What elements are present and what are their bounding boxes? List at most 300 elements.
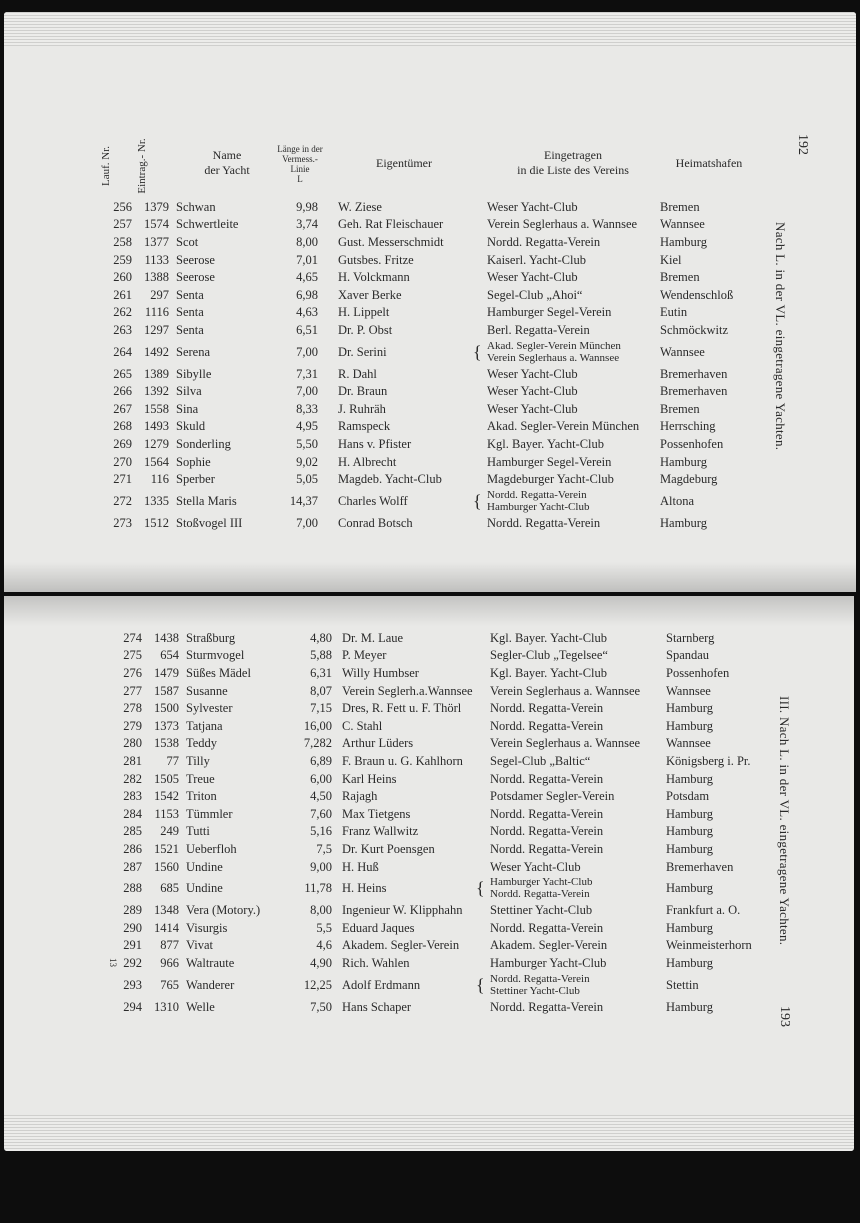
eintrag-nr-cell: 77 xyxy=(166,753,179,768)
eintrag-nr-cell: 1564 xyxy=(144,454,169,469)
eigentuemer-cell: Ingenieur W. Klipphahn xyxy=(342,903,463,918)
heimatshafen-cell: Hamburg xyxy=(660,454,707,469)
yacht-name-cell: Seerose xyxy=(176,252,215,267)
verein-cell: Nordd. Regatta-Verein xyxy=(487,489,587,501)
header-eingetragen: Eingetragen in die Liste des Vereins xyxy=(517,148,629,177)
yacht-name-cell: Stoßvogel III xyxy=(176,515,243,530)
verein-cell: Nordd. Regatta-Verein xyxy=(490,771,604,786)
eintrag-nr-cell: 1521 xyxy=(154,841,179,856)
table-row xyxy=(4,233,856,251)
yacht-name-cell: Senta xyxy=(176,322,204,337)
heimatshafen-cell: Hamburg xyxy=(666,806,713,821)
verein-cell: Hamburger Segel-Verein xyxy=(487,454,612,469)
table-row xyxy=(4,629,854,647)
laenge-cell: 7,31 xyxy=(296,366,318,381)
table-row xyxy=(4,400,856,418)
page-193 xyxy=(4,596,854,1151)
header-name: Name der Yacht xyxy=(204,148,250,177)
eigentuemer-cell: Dr. Serini xyxy=(338,344,387,359)
lauf-nr-cell: 268 xyxy=(113,419,132,434)
verein-cell: Potsdamer Segler-Verein xyxy=(490,789,615,804)
lauf-nr-cell: 271 xyxy=(113,472,132,487)
heimatshafen-cell: Potsdam xyxy=(666,789,710,804)
table-row xyxy=(4,251,856,269)
lauf-nr-cell: 289 xyxy=(123,903,142,918)
eigentuemer-cell: Karl Heins xyxy=(342,771,397,786)
verein-cell: Stettiner Yacht-Club xyxy=(490,984,580,997)
yacht-name-cell: Silva xyxy=(176,384,202,399)
lauf-nr-cell: 282 xyxy=(123,771,142,786)
laenge-cell: 9,98 xyxy=(296,199,318,214)
lauf-nr-cell: 269 xyxy=(113,436,132,451)
eigentuemer-cell: Dres, R. Fett u. F. Thörl xyxy=(342,701,462,716)
lauf-nr-cell: 287 xyxy=(123,859,142,874)
yacht-name-cell: Tilly xyxy=(186,753,210,768)
eintrag-nr-cell: 1389 xyxy=(144,366,169,381)
heimatshafen-cell: Starnberg xyxy=(666,630,715,645)
heimatshafen-cell: Hamburg xyxy=(666,841,713,856)
heimatshafen-cell: Spandau xyxy=(666,648,710,663)
yacht-name-cell: Visurgis xyxy=(186,920,228,935)
heimatshafen-cell: Hamburg xyxy=(666,881,713,896)
yacht-name-cell: Undine xyxy=(186,881,223,896)
eintrag-nr-cell: 1335 xyxy=(144,494,169,508)
heimatshafen-cell: Stettin xyxy=(666,977,699,992)
gutter-shadow xyxy=(4,596,854,626)
yacht-name-cell: Undine xyxy=(186,859,223,874)
laenge-cell: 11,78 xyxy=(304,881,332,896)
table-row xyxy=(4,321,856,339)
heimatshafen-cell: Bremen xyxy=(660,401,700,416)
eintrag-nr-cell: 1388 xyxy=(144,270,169,285)
laenge-cell: 5,05 xyxy=(296,472,318,487)
laenge-cell: 6,31 xyxy=(310,665,332,680)
yacht-name-cell: Wanderer xyxy=(186,977,235,992)
lauf-nr-cell: 259 xyxy=(113,252,132,267)
lauf-nr-cell: 257 xyxy=(113,217,132,232)
yacht-name-cell: Süßes Mädel xyxy=(186,665,251,680)
brace-mark: { xyxy=(476,974,485,995)
table-row xyxy=(4,954,854,972)
verein-cell: Weser Yacht-Club xyxy=(487,366,578,381)
table-row xyxy=(4,365,856,383)
lauf-nr-cell: 281 xyxy=(123,753,142,768)
laenge-cell: 8,07 xyxy=(310,683,332,698)
lauf-nr-cell: 275 xyxy=(123,648,142,663)
page-edge xyxy=(4,1115,854,1151)
eigentuemer-cell: Adolf Erdmann xyxy=(342,977,421,992)
eigentuemer-cell: Charles Wolff xyxy=(338,494,408,508)
header-eintrag-nr: Eintrag.- Nr. xyxy=(136,138,148,194)
heimatshafen-cell: Eutin xyxy=(660,305,688,320)
eintrag-nr-cell: 765 xyxy=(160,977,179,992)
yacht-name-cell: Sonderling xyxy=(176,436,231,451)
side-title: III. Nach L. in der VL. eingetragene Yachten. xyxy=(777,696,792,946)
eigentuemer-cell: Dr. Braun xyxy=(338,384,388,399)
eintrag-nr-cell: 1558 xyxy=(144,401,169,416)
table-row xyxy=(4,304,856,322)
heimatshafen-cell: Possenhofen xyxy=(660,436,724,451)
table-row xyxy=(4,682,854,700)
eigentuemer-cell: Verein Seglerh.a.Wannsee xyxy=(342,683,473,698)
lauf-nr-cell: 261 xyxy=(113,287,132,302)
eintrag-nr-cell: 1279 xyxy=(144,436,169,451)
lauf-nr-cell: 283 xyxy=(123,789,142,804)
yacht-name-cell: Tatjana xyxy=(186,718,223,733)
table-row xyxy=(4,840,854,858)
eintrag-nr-cell: 1348 xyxy=(154,903,179,918)
heimatshafen-cell: Wannsee xyxy=(666,683,711,698)
page-edge xyxy=(4,12,856,46)
verein-cell: Hamburger Yacht-Club xyxy=(490,955,607,970)
table-row xyxy=(4,664,854,682)
eigentuemer-cell: Hans Schaper xyxy=(342,999,412,1014)
eintrag-nr-cell: 966 xyxy=(160,955,179,970)
table-row xyxy=(4,418,856,436)
verein-cell: Magdeburger Yacht-Club xyxy=(487,472,614,487)
heimatshafen-cell: Hamburg xyxy=(666,920,713,935)
table-row xyxy=(4,470,856,488)
laenge-cell: 7,00 xyxy=(296,515,318,530)
verein-cell: Segel-Club „Ahoi“ xyxy=(487,287,583,302)
yacht-name-cell: Serena xyxy=(176,344,211,359)
laenge-cell: 8,00 xyxy=(310,903,332,918)
yacht-name-cell: Senta xyxy=(176,305,204,320)
eigentuemer-cell: Franz Wallwitz xyxy=(342,824,419,839)
verein-cell: Kgl. Bayer. Yacht-Club xyxy=(490,665,608,680)
verein-cell: Akad. Segler-Verein München xyxy=(487,339,621,352)
lauf-nr-cell: 293 xyxy=(123,977,142,992)
eintrag-nr-cell: 1153 xyxy=(154,806,179,821)
laenge-cell: 7,50 xyxy=(310,999,332,1014)
eigentuemer-cell: P. Meyer xyxy=(342,648,387,663)
laenge-cell: 7,00 xyxy=(296,344,318,359)
laenge-cell: 14,37 xyxy=(289,494,318,508)
eintrag-nr-cell: 1512 xyxy=(144,515,169,530)
heimatshafen-cell: Bremen xyxy=(660,270,700,285)
laenge-cell: 4,80 xyxy=(310,630,332,645)
signature-mark: 13 xyxy=(108,958,118,967)
yacht-name-cell: Tümmler xyxy=(186,806,233,821)
eintrag-nr-cell: 1379 xyxy=(144,199,169,214)
verein-cell: Akadem. Segler-Verein xyxy=(490,938,608,953)
table-row xyxy=(4,858,854,876)
heimatshafen-cell: Hamburg xyxy=(666,824,713,839)
heimatshafen-cell: Possenhofen xyxy=(666,665,730,680)
table-row xyxy=(4,198,856,216)
eintrag-nr-cell: 1492 xyxy=(144,344,169,359)
page-192 xyxy=(4,12,856,592)
yacht-name-cell: Sturmvogel xyxy=(186,648,245,663)
lauf-nr-cell: 285 xyxy=(123,824,142,839)
heimatshafen-cell: Kiel xyxy=(660,252,682,267)
yacht-name-cell: Straßburg xyxy=(186,630,236,645)
laenge-cell: 4,63 xyxy=(296,305,318,320)
laenge-cell: 5,88 xyxy=(310,648,332,663)
heimatshafen-cell: Hamburg xyxy=(666,771,713,786)
lauf-nr-cell: 276 xyxy=(123,665,142,680)
table-row xyxy=(4,901,854,919)
lauf-nr-cell: 273 xyxy=(113,515,132,530)
eigentuemer-cell: Akadem. Segler-Verein xyxy=(342,938,460,953)
table-row xyxy=(4,735,854,753)
header-eigentuemer: Eigentümer xyxy=(376,156,432,170)
header-laenge: Länge in der Vermess.- Linie L xyxy=(277,144,323,184)
laenge-cell: 7,15 xyxy=(310,701,332,716)
heimatshafen-cell: Hamburg xyxy=(666,718,713,733)
yacht-name-cell: Susanne xyxy=(186,683,228,698)
verein-cell: Nordd. Regatta-Verein xyxy=(490,920,604,935)
heimatshafen-cell: Schmöckwitz xyxy=(660,322,729,337)
table-row xyxy=(4,998,854,1016)
table-row xyxy=(4,752,854,770)
eigentuemer-cell: R. Dahl xyxy=(338,366,377,381)
lauf-nr-cell: 290 xyxy=(123,920,142,935)
eigentuemer-cell: Gutsbes. Fritze xyxy=(338,252,414,267)
yacht-name-cell: Vera (Motory.) xyxy=(186,903,261,918)
lauf-nr-cell: 278 xyxy=(123,701,142,716)
eigentuemer-cell: C. Stahl xyxy=(342,718,383,733)
table-row xyxy=(4,937,854,955)
heimatshafen-cell: Hamburg xyxy=(660,515,707,530)
heimatshafen-cell: Bremen xyxy=(660,199,700,214)
laenge-cell: 7,282 xyxy=(303,736,332,751)
table-row xyxy=(4,972,854,998)
laenge-cell: 12,25 xyxy=(303,977,332,992)
verein-cell: Segler-Club „Tegelsee“ xyxy=(490,648,608,663)
yacht-name-cell: Welle xyxy=(186,999,215,1014)
eintrag-nr-cell: 1377 xyxy=(144,234,169,249)
table-row xyxy=(4,647,854,665)
eintrag-nr-cell: 249 xyxy=(160,824,179,839)
table-row xyxy=(4,339,856,365)
laenge-cell: 7,60 xyxy=(310,806,332,821)
header-heimatshafen: Heimatshafen xyxy=(675,156,743,170)
verein-cell: Weser Yacht-Club xyxy=(487,199,578,214)
eintrag-nr-cell: 1297 xyxy=(144,322,169,337)
eintrag-nr-cell: 1116 xyxy=(144,305,169,320)
eigentuemer-cell: W. Ziese xyxy=(338,199,382,214)
eintrag-nr-cell: 1542 xyxy=(154,789,179,804)
eigentuemer-cell: H. Albrecht xyxy=(338,454,397,469)
laenge-cell: 5,5 xyxy=(316,920,332,935)
brace-mark: { xyxy=(473,491,482,511)
laenge-cell: 4,95 xyxy=(296,419,318,434)
side-title: Nach L. in der VL. eingetragene Yachten. xyxy=(773,222,788,451)
table-row xyxy=(4,823,854,841)
eintrag-nr-cell: 877 xyxy=(160,938,179,953)
heimatshafen-cell: Bremerhaven xyxy=(660,366,728,381)
eigentuemer-cell: Magdeb. Yacht-Club xyxy=(338,472,442,487)
lauf-nr-cell: 284 xyxy=(123,806,142,821)
page-number: 193 xyxy=(777,1006,792,1027)
verein-cell: Weser Yacht-Club xyxy=(487,401,578,416)
eigentuemer-cell: Gust. Messerschmidt xyxy=(338,234,444,249)
eintrag-nr-cell: 1438 xyxy=(154,630,179,645)
table-row xyxy=(4,805,854,823)
brace-mark: { xyxy=(473,341,482,362)
eigentuemer-cell: Eduard Jaques xyxy=(342,920,415,935)
page-number: 192 xyxy=(795,134,810,155)
yacht-name-cell: Scot xyxy=(176,234,199,249)
lauf-nr-cell: 266 xyxy=(113,384,132,399)
lauf-nr-cell: 272 xyxy=(113,494,132,508)
yacht-name-cell: Senta xyxy=(176,287,204,302)
heimatshafen-cell: Wannsee xyxy=(666,736,711,751)
eigentuemer-cell: Rich. Wahlen xyxy=(342,955,410,970)
eigentuemer-cell: J. Ruhräh xyxy=(338,401,386,416)
eintrag-nr-cell: 685 xyxy=(160,881,179,896)
heimatshafen-cell: Wendenschloß xyxy=(660,287,734,302)
yacht-name-cell: Sylvester xyxy=(186,701,233,716)
heimatshafen-cell: Bremerhaven xyxy=(666,859,734,874)
heimatshafen-cell: Magdeburg xyxy=(660,472,718,487)
gutter-shadow xyxy=(4,562,856,592)
eigentuemer-cell: H. Heins xyxy=(342,881,387,896)
eigentuemer-cell: H. Lippelt xyxy=(338,305,390,320)
lauf-nr-cell: 256 xyxy=(113,199,132,214)
eintrag-nr-cell: 1373 xyxy=(154,718,179,733)
laenge-cell: 6,89 xyxy=(310,753,332,768)
heimatshafen-cell: Königsberg i. Pr. xyxy=(666,753,751,768)
heimatshafen-cell: Bremerhaven xyxy=(660,384,728,399)
verein-cell: Segel-Club „Baltic“ xyxy=(490,753,591,768)
lauf-nr-cell: 264 xyxy=(113,344,132,359)
lauf-nr-cell: 294 xyxy=(123,999,142,1014)
eigentuemer-cell: Conrad Botsch xyxy=(338,515,413,530)
yacht-name-cell: Teddy xyxy=(186,736,218,751)
verein-cell: Hamburger Yacht-Club xyxy=(490,876,593,889)
lauf-nr-cell: 291 xyxy=(123,938,142,953)
lauf-nr-cell: 263 xyxy=(113,322,132,337)
heimatshafen-cell: Hamburg xyxy=(666,955,713,970)
laenge-cell: 4,65 xyxy=(296,270,318,285)
verein-cell: Kgl. Bayer. Yacht-Club xyxy=(490,630,608,645)
verein-cell: Berl. Regatta-Verein xyxy=(487,322,590,337)
verein-cell: Nordd. Regatta-Verein xyxy=(490,888,590,901)
lauf-nr-cell: 286 xyxy=(123,841,142,856)
verein-cell: Verein Seglerhaus a. Wannsee xyxy=(487,217,638,232)
lauf-nr-cell: 267 xyxy=(113,401,132,416)
eintrag-nr-cell: 1505 xyxy=(154,771,179,786)
laenge-cell: 7,5 xyxy=(316,841,332,856)
lauf-nr-cell: 258 xyxy=(113,234,132,249)
verein-cell: Weser Yacht-Club xyxy=(487,384,578,399)
verein-cell: Nordd. Regatta-Verein xyxy=(487,234,601,249)
heimatshafen-cell: Weinmeisterhorn xyxy=(666,938,752,953)
heimatshafen-cell: Wannsee xyxy=(660,217,705,232)
verein-cell: Nordd. Regatta-Verein xyxy=(490,999,604,1014)
eigentuemer-cell: Hans v. Pfister xyxy=(338,436,412,451)
laenge-cell: 8,33 xyxy=(296,401,318,416)
heimatshafen-cell: Hamburg xyxy=(660,234,707,249)
table-header xyxy=(4,140,856,200)
laenge-cell: 9,00 xyxy=(310,859,332,874)
verein-cell: Nordd. Regatta-Verein xyxy=(487,515,601,530)
yacht-name-cell: Schwertleite xyxy=(176,217,239,232)
eintrag-nr-cell: 1493 xyxy=(144,419,169,434)
eigentuemer-cell: Xaver Berke xyxy=(338,287,402,302)
table-row xyxy=(4,699,854,717)
eigentuemer-cell: Willy Humbser xyxy=(342,665,419,680)
table-row xyxy=(4,770,854,788)
eintrag-nr-cell: 1538 xyxy=(154,736,179,751)
verein-cell: Kaiserl. Yacht-Club xyxy=(487,252,586,267)
table-row xyxy=(4,435,856,453)
verein-cell: Weser Yacht-Club xyxy=(487,270,578,285)
eintrag-nr-cell: 297 xyxy=(150,287,169,302)
laenge-cell: 4,50 xyxy=(310,789,332,804)
verein-cell: Nordd. Regatta-Verein xyxy=(490,718,604,733)
verein-cell: Nordd. Regatta-Verein xyxy=(490,701,604,716)
heimatshafen-cell: Hamburg xyxy=(666,999,713,1014)
verein-cell: Kgl. Bayer. Yacht-Club xyxy=(487,436,605,451)
verein-cell: Weser Yacht-Club xyxy=(490,859,581,874)
verein-cell: Nordd. Regatta-Verein xyxy=(490,824,604,839)
heimatshafen-cell: Wannsee xyxy=(660,344,705,359)
laenge-cell: 7,00 xyxy=(296,384,318,399)
eintrag-nr-cell: 1500 xyxy=(154,701,179,716)
verein-cell: Akad. Segler-Verein München xyxy=(487,419,640,434)
laenge-cell: 4,90 xyxy=(310,955,332,970)
verein-cell: Verein Seglerhaus a. Wannsee xyxy=(490,736,641,751)
eintrag-nr-cell: 1560 xyxy=(154,859,179,874)
eigentuemer-cell: H. Huß xyxy=(342,859,379,874)
laenge-cell: 6,51 xyxy=(296,322,318,337)
yacht-name-cell: Triton xyxy=(186,789,217,804)
table-row xyxy=(4,717,854,735)
heimatshafen-cell: Altona xyxy=(660,494,695,508)
yacht-name-cell: Tutti xyxy=(186,824,210,839)
laenge-cell: 8,00 xyxy=(296,234,318,249)
eintrag-nr-cell: 116 xyxy=(150,472,169,487)
lauf-nr-cell: 288 xyxy=(123,881,142,896)
eigentuemer-cell: Dr. P. Obst xyxy=(338,322,393,337)
lauf-nr-cell: 262 xyxy=(113,305,132,320)
eintrag-nr-cell: 1414 xyxy=(154,920,179,935)
eigentuemer-cell: Dr. Kurt Poensgen xyxy=(342,841,435,856)
verein-cell: Nordd. Regatta-Verein xyxy=(490,806,604,821)
table-row xyxy=(4,875,854,901)
lauf-nr-cell: 279 xyxy=(123,718,142,733)
table-row xyxy=(4,216,856,234)
verein-cell: Verein Seglerhaus a. Wannsee xyxy=(490,683,641,698)
yacht-name-cell: Waltraute xyxy=(186,955,235,970)
eigentuemer-cell: Dr. M. Laue xyxy=(342,630,404,645)
laenge-cell: 4,6 xyxy=(316,938,332,953)
eigentuemer-cell: F. Braun u. G. Kahlhorn xyxy=(342,753,463,768)
laenge-cell: 6,00 xyxy=(310,771,332,786)
table-row xyxy=(4,787,854,805)
eintrag-nr-cell: 654 xyxy=(160,648,179,663)
eigentuemer-cell: H. Volckmann xyxy=(338,270,410,285)
eintrag-nr-cell: 1310 xyxy=(154,999,179,1014)
laenge-cell: 7,01 xyxy=(296,252,318,267)
heimatshafen-cell: Frankfurt a. O. xyxy=(666,903,741,918)
eintrag-nr-cell: 1479 xyxy=(154,665,179,680)
verein-cell: Nordd. Regatta-Verein xyxy=(490,972,590,985)
lauf-nr-cell: 270 xyxy=(113,454,132,469)
yacht-name-cell: Vivat xyxy=(186,938,214,953)
heimatshafen-cell: Hamburg xyxy=(666,701,713,716)
header-lauf-nr: Lauf. Nr. xyxy=(100,146,112,187)
eigentuemer-cell: Rajagh xyxy=(342,789,378,804)
laenge-cell: 16,00 xyxy=(303,718,332,733)
eintrag-nr-cell: 1574 xyxy=(144,217,169,232)
yacht-name-cell: Schwan xyxy=(176,199,216,214)
table-row xyxy=(4,488,856,514)
yacht-name-cell: Sperber xyxy=(176,472,215,487)
